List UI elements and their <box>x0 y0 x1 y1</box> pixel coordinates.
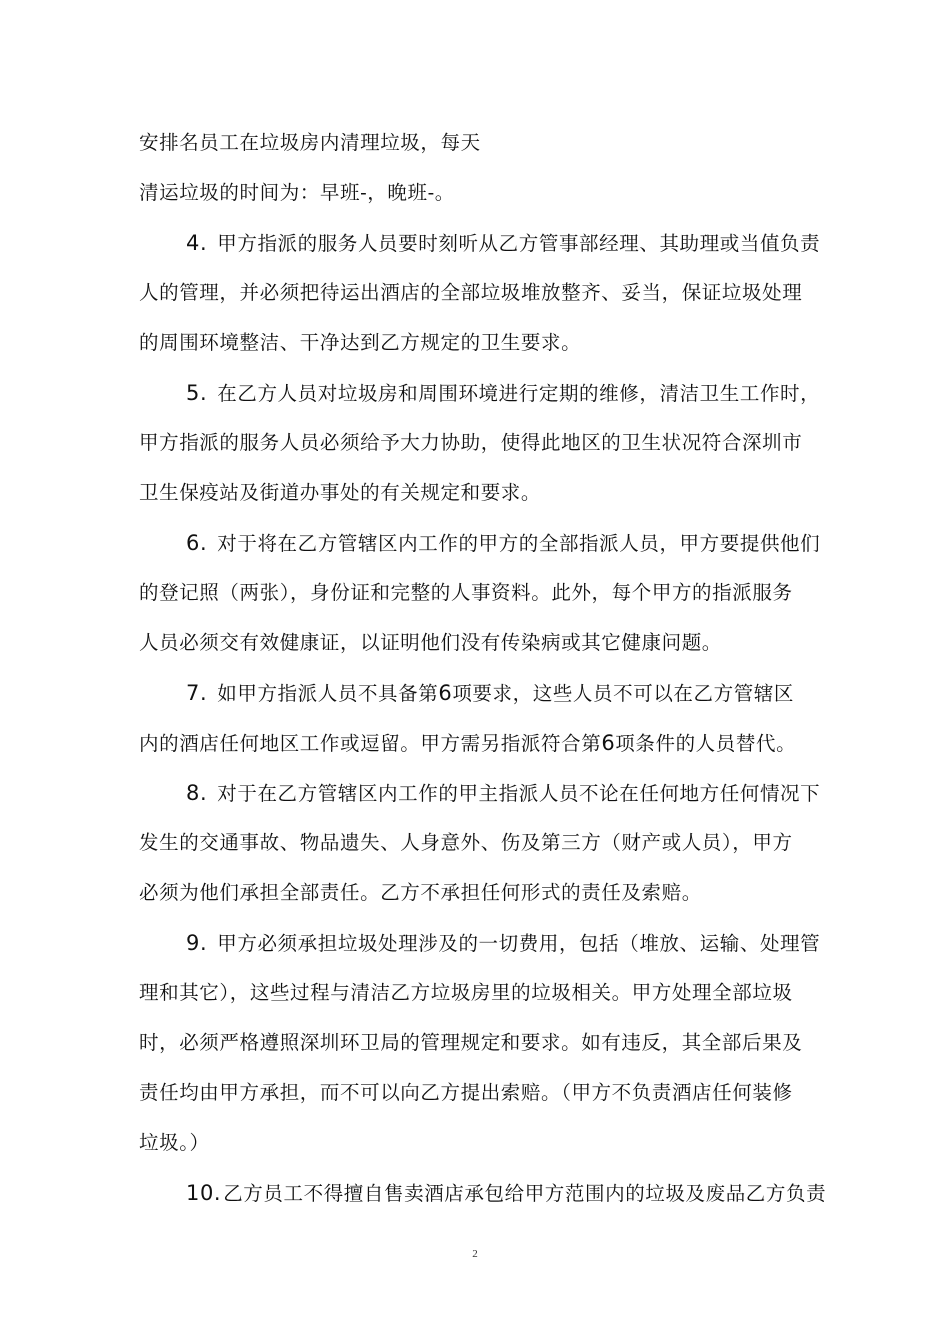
clause-5-line-1 <box>186 380 820 407</box>
clause-9-line-4: 责任均由甲方承担，而不可以向乙方提出索赔。（甲方不负责酒店任何装修 <box>139 1081 793 1104</box>
item-reference-number: 6 <box>438 681 453 705</box>
clause-6-line-1 <box>186 530 820 557</box>
clause-number: 9. <box>186 931 208 955</box>
page-number: 2 <box>472 1248 478 1260</box>
clause-4-line-3: 的周围环境整洁、干净达到乙方规定的卫生要求。 <box>139 331 582 354</box>
clause-text: 项要求，这些人员不可以在乙方管辖区 <box>452 682 795 705</box>
clause-text: 如甲方指派人员不具备第 <box>217 682 439 705</box>
clause-9-line-5: 垃圾。） <box>139 1131 210 1154</box>
clause-9-line-3: 时，必须严格遵照深圳环卫局的管理规定和要求。如有违反，其全部后果及 <box>139 1031 803 1054</box>
clause-number: 6. <box>186 531 208 555</box>
clause-4-line-2: 人的管理，并必须把待运出酒店的全部垃圾堆放整齐、妥当，保证垃圾处理 <box>139 281 803 304</box>
text-line: 清运垃圾的时间为：早班-，晚班-。 <box>139 181 455 204</box>
item-reference-number: 6 <box>601 731 616 755</box>
clause-number: 4. <box>186 231 208 255</box>
clause-text: 甲方必须承担垃圾处理涉及的一切费用，包括（堆放、运输、处理管 <box>217 932 821 955</box>
clause-text: 对于在乙方管辖区内工作的甲主指派人员不论在任何地方任何情况下 <box>217 782 821 805</box>
clause-text: 在乙方人员对垃圾房和周围环境进行定期的维修，清洁卫生工作时， <box>217 382 821 405</box>
clause-text: 对于将在乙方管辖区内工作的甲方的全部指派人员，甲方要提供他们 <box>217 532 821 555</box>
clause-8-line-1 <box>186 780 820 807</box>
clause-8-line-3: 必须为他们承担全部责任。乙方不承担任何形式的责任及索赔。 <box>139 881 702 904</box>
text-line: 安排名员工在垃圾房内清理垃圾，每天 <box>139 131 481 154</box>
clause-6-line-2: 的登记照（两张），身份证和完整的人事资料。此外，每个甲方的指派服务 <box>139 581 793 604</box>
clause-4-line-1 <box>186 230 820 257</box>
clause-number: 8. <box>186 781 208 805</box>
clause-text: 内的酒店任何地区工作或逗留。甲方需另指派符合第 <box>139 732 602 755</box>
clause-text: 乙方员工不得擅自售卖酒店承包给甲方范围内的垃圾及废品乙方负责 <box>223 1182 827 1205</box>
clause-6-line-3: 人员必须交有效健康证，以证明他们没有传染病或其它健康问题。 <box>139 631 722 654</box>
clause-9-line-1 <box>186 930 820 957</box>
clause-number: 10. <box>186 1181 222 1205</box>
clause-5-line-3: 卫生保疫站及街道办事处的有关规定和要求。 <box>139 481 542 504</box>
clause-8-line-2: 发生的交通事故、物品遗失、人身意外、伤及第三方（财产或人员），甲方 <box>139 831 793 854</box>
clause-number: 7. <box>186 681 208 705</box>
clause-number: 5. <box>186 381 208 405</box>
clause-10-line-1 <box>186 1180 826 1207</box>
clause-7-line-1 <box>186 680 794 707</box>
clause-text: 甲方指派的服务人员要时刻听从乙方管事部经理、其助理或当值负责 <box>217 232 821 255</box>
clause-text: 项条件的人员替代。 <box>615 732 797 755</box>
clause-9-line-2: 理和其它），这些过程与清洁乙方垃圾房里的垃圾相关。甲方处理全部垃圾 <box>139 981 793 1004</box>
clause-5-line-2: 甲方指派的服务人员必须给予大力协助，使得此地区的卫生状况符合深圳市 <box>139 431 803 454</box>
clause-7-line-2 <box>139 730 796 757</box>
